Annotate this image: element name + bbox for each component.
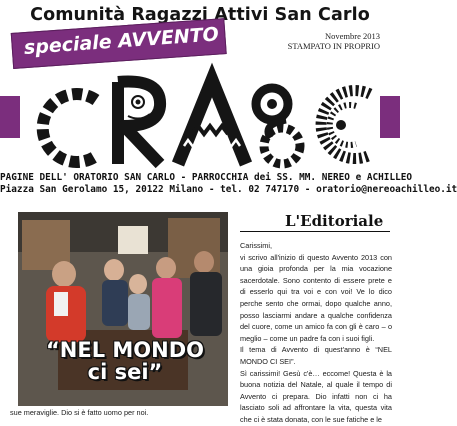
right-accent-bar bbox=[380, 96, 400, 138]
crasc-logo bbox=[0, 60, 400, 172]
logo-letter-c-first bbox=[43, 94, 96, 162]
logo-letter-s bbox=[256, 88, 300, 164]
photo-caption-line-1: “NEL MONDO bbox=[45, 338, 205, 362]
logo-letter-a bbox=[178, 80, 246, 164]
logo-letter-r bbox=[118, 82, 160, 165]
speciale-ribbon-label: speciale AVVENTO bbox=[23, 23, 220, 59]
issue-note: STAMPATO IN PROPRIO bbox=[287, 41, 380, 51]
issue-date: Novembre 2013 bbox=[324, 31, 380, 41]
photo-caption bbox=[30, 339, 220, 383]
photo-caption-line-2: ci sei” bbox=[87, 360, 163, 384]
editorial-tail: sue meraviglie. Dio si è fatto uomo per noi. bbox=[10, 408, 149, 417]
masthead-title: Comunità Ragazzi Attivi San Carlo bbox=[30, 5, 370, 25]
editorial-heading: L'Editoriale bbox=[285, 212, 384, 230]
parish-line-1: PAGINE DELL' ORATORIO SAN CARLO - PARROCCHIA dei SS. MM. NEREO e ACHILLEO bbox=[0, 172, 413, 183]
parish-info bbox=[0, 172, 457, 196]
left-accent-bar bbox=[0, 96, 20, 138]
editorial-rule bbox=[240, 231, 390, 232]
parish-line-2: Piazza San Gerolamo 15, 20122 Milano - tel. 02 747170 - oratorio@nereoachilleo.it bbox=[0, 184, 457, 195]
logo-letter-c-second bbox=[321, 91, 370, 159]
editorial-body: Carissimi, vi scrivo all'inizio di questo Avvento 2013 con una gioia profonda per la mia vocazione sacerdotale. Sono contento di essere prete e di esserlo qui tra voi e con voi! Ve lo dico perche sento che ormai, dopo qualche anno, posso lasciarmi andare a qualche confidenza del cuore, come un amico fa con gli è caro – o meglio – come un padre fa con i suoi figli. Il tema di Avvento di quest'anno è “NEL MONDO CI SEI”. Sì carissimi! Gesù c'è… eccome! Questa è la buona notizia del Natale, al quale il tempo di Avvento ci prepara. Dio infatti non ci ha lasciato soli ad affrontare la vita, questa vita che ci è stata donata, con le sue fatiche e le bbox=[240, 241, 392, 424]
